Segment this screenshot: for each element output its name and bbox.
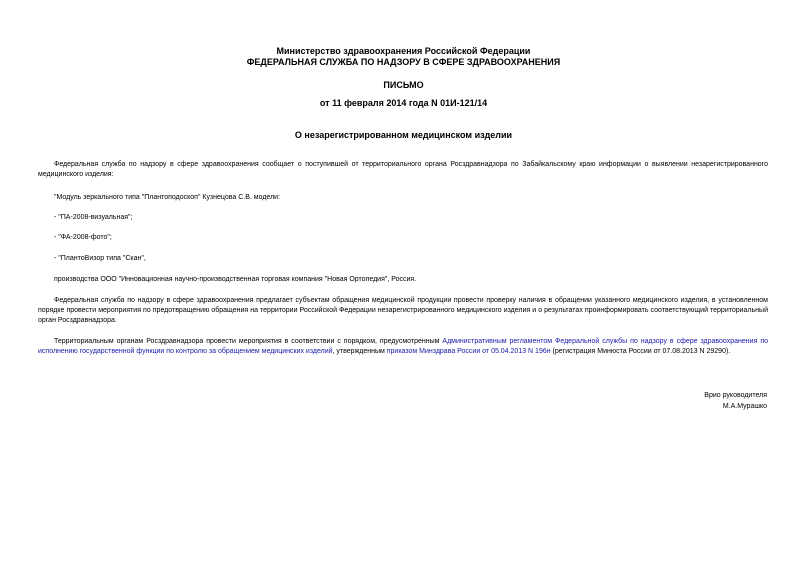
paragraph-proposal: Федеральная служба по надзору в сфере здравоохранения предлагает субъектам обращения медицинской продукции провести проверку наличия в обращении указанного медицинского изделия, в установленном порядке провести мероприятия по предотвращению обращения на территории Российской Федерации незарегистрированного медицинского изделия и о результатах проинформировать соответствующий территориальный орган Росздравнадзора.: [38, 297, 768, 324]
document-type: ПИСЬМО: [383, 80, 424, 90]
instruction-text: (регистрация Минюста России от 07.08.2013 N 29290).: [550, 348, 731, 355]
regulation-link[interactable]: Административным регламентом Федеральной службы по надзору в сфере здравоохранения по исполнению государственной функции по контролю за обращением медицинских изделий: [38, 338, 768, 355]
instruction-text: , утвержденным: [332, 348, 387, 355]
document-subject: О незарегистрированном медицинском изделии: [294, 130, 513, 140]
ministry-title: Министерство здравоохранения Российской Федерации: [276, 46, 531, 56]
producer-line: производства ООО "Инновационная научно-производственная торговая компания "Новая Ортопедия", Россия.: [54, 276, 417, 283]
instruction-text: Территориальным органам Росздравнадзора провести мероприятия в соответствии с порядком, предусмотренным: [54, 338, 443, 345]
list-item: - "ФА-2008-фото";: [54, 234, 112, 241]
list-item: - "ПА-2008-визуальная";: [54, 214, 133, 221]
list-item-model: "Модуль зеркального типа "Плантоподоскоп" Кузнецова С.В. модели:: [54, 194, 281, 201]
list-item: - "ПлантоВизор типа "Скан",: [54, 255, 146, 262]
paragraph-instruction: [38, 337, 768, 357]
signature-name: М.А.Мурашко: [722, 403, 767, 410]
paragraph-intro: Федеральная служба по надзору в сфере здравоохранения сообщает о поступившей от территориального органа Росздравнадзора по Забайкальскому краю информации о выявлении незарегистрированного медицинского изделия:: [38, 161, 768, 178]
order-link[interactable]: приказом Минздрава России от 05.04.2013 N 196н: [386, 348, 551, 355]
signature-position: Врио руководителя: [704, 392, 767, 399]
document-date-number: от 11 февраля 2014 года N 01И-121/14: [319, 98, 488, 108]
service-title: ФЕДЕРАЛЬНАЯ СЛУЖБА ПО НАДЗОРУ В СФЕРЕ ЗДРАВООХРАНЕНИЯ: [246, 57, 561, 67]
